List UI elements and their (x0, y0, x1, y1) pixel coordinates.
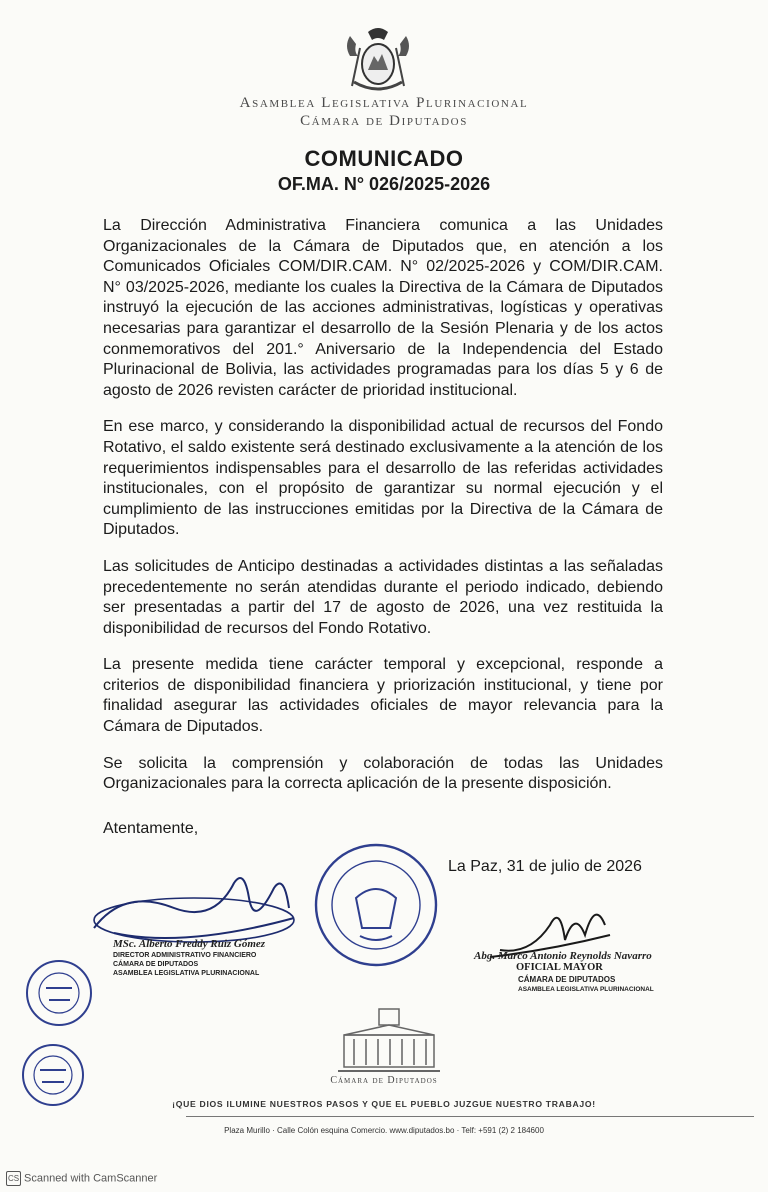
scanner-label: Scanned with CamScanner (24, 1172, 158, 1185)
document-title: COMUNICADO (304, 146, 464, 171)
document-body (103, 216, 663, 811)
camscanner-icon: CS (6, 1171, 21, 1186)
signatory-left-chamber: CÁMARA DE DIPUTADOS (113, 961, 199, 968)
chamber-building-icon (334, 1005, 444, 1077)
date-line: La Paz, 31 de julio de 2026 (448, 858, 642, 875)
document-reference: OF.MA. N° 026/2025-2026 (277, 174, 491, 194)
chamber-name: Cámara de Diputados (300, 113, 468, 129)
signatory-right-assembly: ASAMBLEA LEGISLATIVA PLURINACIONAL (518, 986, 654, 993)
footer-chamber-name: Cámara de Diputados (330, 1075, 438, 1086)
signatory-right-chamber: CÁMARA DE DIPUTADOS (518, 975, 616, 984)
official-seal-icon (290, 840, 462, 970)
paragraph: La Dirección Administrativa Financiera comunica a las Unidades Organizacionales de la Cámara de Diputados que, en atención a los Comunicados Oficiales COM/DIR.CAM. N° 02/2025-2026 y COM/DIR.CAM. N° 03/2025-2026, mediante los cuales la Directiva de la Cámara de Diputados instruyó la ejecución de las acciones administrativas, logísticas y operativas necesarias para garantizar el desarrollo de la Sesión Plenaria y de los actos conmemorativos del 201.° Aniversario de la Independencia del Estado Plurinacional de Bolivia, las actividades programadas para los días 5 y 6 de agosto de 2026 revisten carácter de prioridad institucional. (103, 217, 663, 399)
paragraph: Se solicita la comprensión y colaboración de todas las Unidades Organizacionales para la correcta aplicación de la presente disposición. (103, 754, 663, 793)
institution-name: Asamblea Legislativa Plurinacional (239, 95, 529, 111)
signature-left-icon (84, 868, 304, 948)
signatory-right-name: Abg. Marco Antonio Reynolds Navarro (474, 950, 652, 962)
signatory-left-assembly: ASAMBLEA LEGISLATIVA PLURINACIONAL (113, 970, 260, 977)
paragraph: La presente medida tiene carácter temporal y excepcional, responde a criterios de disponibilidad financiera y priorización institucional, y tiene por finalidad asegurar las actividades oficiales de mayor relevancia para la Cámara de Diputados. (103, 656, 663, 736)
signatory-right-title: OFICIAL MAYOR (516, 962, 603, 973)
footer-motto: ¡QUE DIOS ILUMINE NUESTROS PASOS Y QUE EL PUEBLO JUZGUE NUESTRO TRABAJO! (172, 1099, 596, 1109)
closing: Atentamente, (103, 820, 199, 837)
signatory-left-name: MSc. Alberto Freddy Ruiz Gómez (113, 938, 266, 950)
paragraph: Las solicitudes de Anticipo destinadas a actividades distintas a las señaladas precedentemente no serán atendidas durante el periodo indicado, debiendo ser presentadas a partir del 17 de agosto de 2026, una vez restituida la disponibilidad de recursos del Fondo Rotativo. (103, 557, 663, 637)
scanner-watermark (6, 1171, 157, 1186)
footer-address: Plaza Murillo · Calle Colón esquina Comercio. www.diputados.bo · Telf: +591 (2) 2 184600 (224, 1126, 544, 1135)
coat-of-arms-icon (340, 26, 416, 96)
approval-stamp-icon (24, 958, 94, 1028)
footer-divider (186, 1116, 754, 1117)
paragraph: En ese marco, y considerando la disponibilidad actual de recursos del Fondo Rotativo, el saldo existente será destinado exclusivamente a la atención de los requerimientos indispensables para el desarrollo de las referidas actividades institucionales, con el propósito de garantizar su normal ejecución y el cumplimiento de las instrucciones emitidas por la Directiva de la Cámara de Diputados. (103, 418, 663, 539)
signatory-left-title: DIRECTOR ADMINISTRATIVO FINANCIERO (113, 952, 257, 959)
